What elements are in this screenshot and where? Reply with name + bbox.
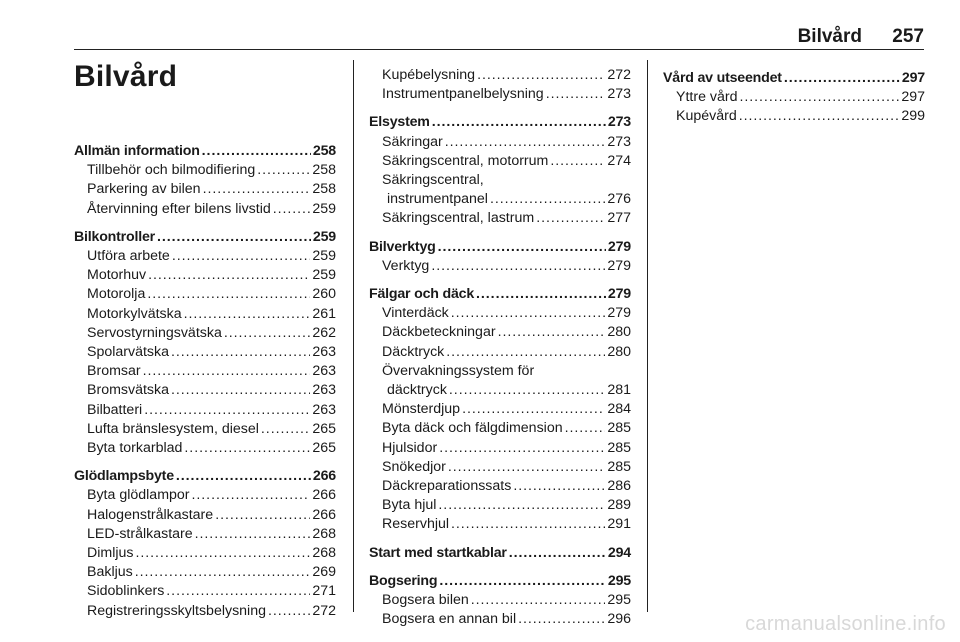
toc-page-number: 265 [312,440,336,457]
header-divider [74,49,924,50]
section-gap [369,535,631,544]
toc-page-number: 274 [607,152,631,169]
toc-section[interactable] [369,113,631,132]
leader-dots [565,419,606,438]
toc-label: Motorolja [87,286,146,303]
toc-page-number: 296 [607,611,631,628]
leader-dots [171,381,310,400]
toc-label: Däckreparationssats [382,478,512,495]
leader-dots [136,544,311,563]
toc-page-number: 258 [312,162,336,179]
toc-page-number: 272 [607,67,631,83]
leader-dots [166,582,310,601]
leader-dots [550,152,605,171]
toc-entry[interactable] [74,266,336,285]
toc-label: Utföra arbete [87,248,170,265]
toc-entry[interactable] [369,190,631,209]
toc-page-number: 266 [312,487,336,504]
toc-entry[interactable] [369,400,631,419]
toc-entry[interactable] [74,525,336,544]
leader-dots [451,515,605,534]
toc-entry-text: Övervakningssystem för [382,362,535,379]
toc-page-number: 280 [607,324,631,341]
toc-label: Bilbatteri [87,401,143,418]
toc-column-1 [74,142,336,621]
leader-dots [439,439,605,458]
toc-entry[interactable] [74,506,336,525]
toc-label: Bogsering [369,572,438,589]
toc-page-number: 297 [901,89,925,106]
leader-dots [498,323,606,342]
toc-entry[interactable] [369,496,631,515]
toc-label: Byta däck och fälgdimension [382,420,563,437]
toc-label: Dimljus [87,545,134,562]
toc-page-number: 263 [312,401,336,418]
toc-entry[interactable] [369,257,631,276]
toc-label: Hjulsidor [382,439,438,456]
toc-section[interactable] [369,572,631,591]
toc-entry-text: Säkringscentral, [382,172,484,189]
toc-page-number: 272 [312,602,336,619]
watermark: carmanualsonline.info [745,613,946,635]
toc-page-number: 259 [312,200,336,217]
toc-entry[interactable] [369,419,631,438]
toc-label: Bilkontroller [74,228,155,245]
toc-label: Byta glödlampor [87,487,190,504]
toc-entry[interactable] [74,602,336,621]
toc-page-number: 268 [312,525,336,542]
toc-entry[interactable] [369,458,631,477]
chapter-title: Bilvård [74,60,178,93]
toc-entry[interactable] [74,420,336,439]
toc-label: Bakljus [87,564,133,581]
toc-page-number: 297 [901,70,925,86]
toc-entry[interactable] [74,343,336,362]
toc-entry[interactable] [74,324,336,343]
toc-page-number: 263 [312,382,336,399]
toc-label: Tillbehör och bilmodifiering [87,162,256,179]
leader-dots [157,228,311,247]
column-divider [353,60,354,612]
toc-entry[interactable] [369,152,631,171]
toc-page-number: 284 [607,401,631,418]
leader-dots [439,572,606,591]
toc-page-number: 291 [607,516,631,533]
toc-entry[interactable] [74,200,336,219]
leader-dots [445,133,606,152]
toc-label: Byta hjul [382,497,437,514]
leader-dots [192,486,311,505]
toc-label: Säkringscentral, motorrum [382,152,549,169]
toc-page-number: 277 [607,210,631,227]
toc-page-number: 273 [607,133,631,150]
leader-dots [257,161,310,180]
toc-entry[interactable] [369,133,631,152]
toc-entry[interactable] [369,381,631,400]
leader-dots [261,420,310,439]
toc-entry[interactable] [74,285,336,304]
toc-label: Lufta bränslesystem, diesel [87,420,259,437]
toc-page-number: 258 [312,143,336,159]
toc-entry[interactable] [369,323,631,342]
toc-label: Glödlampsbyte [74,468,174,485]
leader-dots [172,247,311,266]
toc-page-number: 259 [312,248,336,265]
toc-label: Bogsera bilen [382,592,469,609]
leader-dots [476,285,606,304]
toc-column-2 [369,66,631,629]
toc-page-number: 273 [607,114,631,131]
toc-label: däcktryck [387,382,447,399]
section-gap [369,229,631,238]
leader-dots [449,381,605,400]
toc-section[interactable] [369,238,631,257]
leader-dots [171,343,310,362]
toc-page-number: 279 [607,257,631,274]
leader-dots [438,238,606,257]
section-gap [74,458,336,467]
toc-page-number: 273 [607,86,631,103]
leader-dots [477,66,605,85]
toc-page-number: 294 [607,544,631,561]
toc-page-number: 261 [312,305,336,322]
toc-entry[interactable] [74,563,336,582]
toc-label: Motorhuv [87,267,147,284]
toc-page-number: 279 [607,238,631,255]
section-gap [369,276,631,285]
leader-dots [462,400,605,419]
toc-page-number: 286 [607,478,631,495]
toc-section[interactable] [74,228,336,247]
toc-page-number: 262 [312,324,336,341]
toc-label: Återvinning efter bilens livstid [87,200,271,217]
toc-label: Säkringar [382,133,443,150]
toc-entry[interactable] [74,362,336,381]
toc-entry[interactable] [74,161,336,180]
toc-section[interactable] [74,142,336,161]
toc-entry[interactable] [74,381,336,400]
leader-dots [273,200,311,219]
leader-dots [536,209,605,228]
toc-label: Verktyg [382,257,430,274]
toc-section[interactable] [74,467,336,486]
toc-page-number: 276 [607,191,631,208]
toc-page-number: 260 [312,286,336,303]
toc-page-number: 295 [607,592,631,609]
toc-label: Registreringsskyltsbelysning [87,602,266,619]
leader-dots [448,458,605,477]
toc-page-number: 281 [607,382,631,399]
leader-dots [513,477,605,496]
toc-label: Bromsvätska [87,382,169,399]
toc-entry[interactable] [74,247,336,266]
toc-label: Däckbeteckningar [382,324,496,341]
page-number: 257 [892,26,924,47]
leader-dots [143,362,311,381]
leader-dots [509,544,606,563]
toc-entry[interactable] [663,88,925,107]
toc-label: Snökedjor [382,458,446,475]
toc-page-number: 279 [607,286,631,303]
toc-label: Motorkylvätska [87,305,182,322]
toc-entry[interactable] [369,477,631,496]
toc-label: Kupébelysning [382,67,476,83]
toc-label: instrumentpanel [387,191,488,208]
toc-page-number: 285 [607,458,631,475]
toc-entry[interactable] [74,305,336,324]
leader-dots [135,563,311,582]
toc-section[interactable] [369,544,631,563]
leader-dots [490,190,605,209]
leader-dots [215,506,310,525]
toc-label: Parkering av bilen [87,181,201,198]
toc-page-number: 265 [312,420,336,437]
toc-label: Bromsar [87,363,141,380]
toc-page-number: 266 [312,468,336,485]
toc-label: Däcktryck [382,343,445,360]
leader-dots [195,525,311,544]
toc-label: Vinterdäck [382,305,449,322]
toc-page-number: 279 [607,305,631,322]
leader-dots [740,88,900,107]
toc-label: Bilverktyg [369,238,436,255]
leader-dots [148,266,310,285]
toc-label: LED-strålkastare [87,525,193,542]
toc-label: Halogenstrålkastare [87,506,214,523]
toc-entry[interactable] [369,515,631,534]
leader-dots [176,467,311,486]
toc-label: Fälgar och däck [369,286,475,303]
toc-entry[interactable] [369,439,631,458]
toc-label: Säkringscentral, lastrum [382,210,535,227]
toc-entry[interactable] [369,610,631,629]
toc-page-number: 263 [312,363,336,380]
toc-entry[interactable] [369,209,631,228]
section-gap [369,104,631,113]
toc-page-number: 285 [607,420,631,437]
toc-entry[interactable] [369,85,631,104]
toc-entry[interactable] [369,304,631,323]
leader-dots [224,324,310,343]
toc-label: Reservhjul [382,516,450,533]
toc-label: Instrumentpanelbelysning [382,86,544,103]
toc-page-number: 289 [607,497,631,514]
toc-page-number: 280 [607,343,631,360]
toc-label: Spolarvätska [87,344,170,361]
toc-label: Kupévård [676,108,737,125]
leader-dots [268,602,310,621]
toc-entry[interactable] [74,439,336,458]
leader-dots [203,180,311,199]
toc-entry[interactable] [369,66,631,85]
toc-page-number: 299 [901,108,925,125]
toc-entry[interactable] [74,180,336,199]
leader-dots [739,107,900,126]
toc-label: Vård av utseendet [663,70,782,86]
toc-page-number: 285 [607,439,631,456]
running-title: Bilvård [797,26,862,47]
toc-entry[interactable] [74,486,336,505]
toc-column-3 [663,69,925,127]
toc-section[interactable] [369,285,631,304]
toc-label: Elsystem [369,114,430,131]
page-header [0,0,960,52]
toc-entry[interactable] [74,401,336,420]
toc-section[interactable] [663,69,925,88]
toc-entry[interactable] [663,107,925,126]
leader-dots [518,610,605,629]
leader-dots [147,285,310,304]
toc-page-number: 258 [312,181,336,198]
toc-page-number: 263 [312,344,336,361]
toc-label: Bogsera en annan bil [382,611,517,628]
toc-page-number: 271 [312,583,336,600]
toc-label: Sidoblinkers [87,583,165,600]
toc-entry[interactable] [74,582,336,601]
toc-entry[interactable] [74,544,336,563]
toc-page-number: 266 [312,506,336,523]
toc-label: Servostyrningsvätska [87,324,222,341]
toc-entry[interactable] [369,591,631,610]
toc-label: Start med startkablar [369,544,507,561]
leader-dots [432,113,606,132]
column-divider [647,60,648,612]
toc-label: Yttre vård [676,89,738,106]
leader-dots [431,257,605,276]
leader-dots [144,401,310,420]
leader-dots [184,305,311,324]
leader-dots [546,85,606,104]
toc-page-number: 259 [312,228,336,245]
section-gap [369,563,631,572]
toc-label: Byta torkarblad [87,440,183,457]
toc-page-number: 259 [312,267,336,284]
leader-dots [202,142,311,161]
toc-page-number: 269 [312,564,336,581]
leader-dots [184,439,310,458]
toc-entry[interactable] [369,343,631,362]
leader-dots [784,69,900,88]
toc-label: Mönsterdjup [382,401,461,418]
leader-dots [438,496,605,515]
leader-dots [451,304,606,323]
section-gap [74,219,336,228]
leader-dots [471,591,606,610]
toc-page-number: 268 [312,545,336,562]
toc-page-number: 295 [607,572,631,589]
leader-dots [446,343,605,362]
toc-label: Allmän information [74,143,200,159]
